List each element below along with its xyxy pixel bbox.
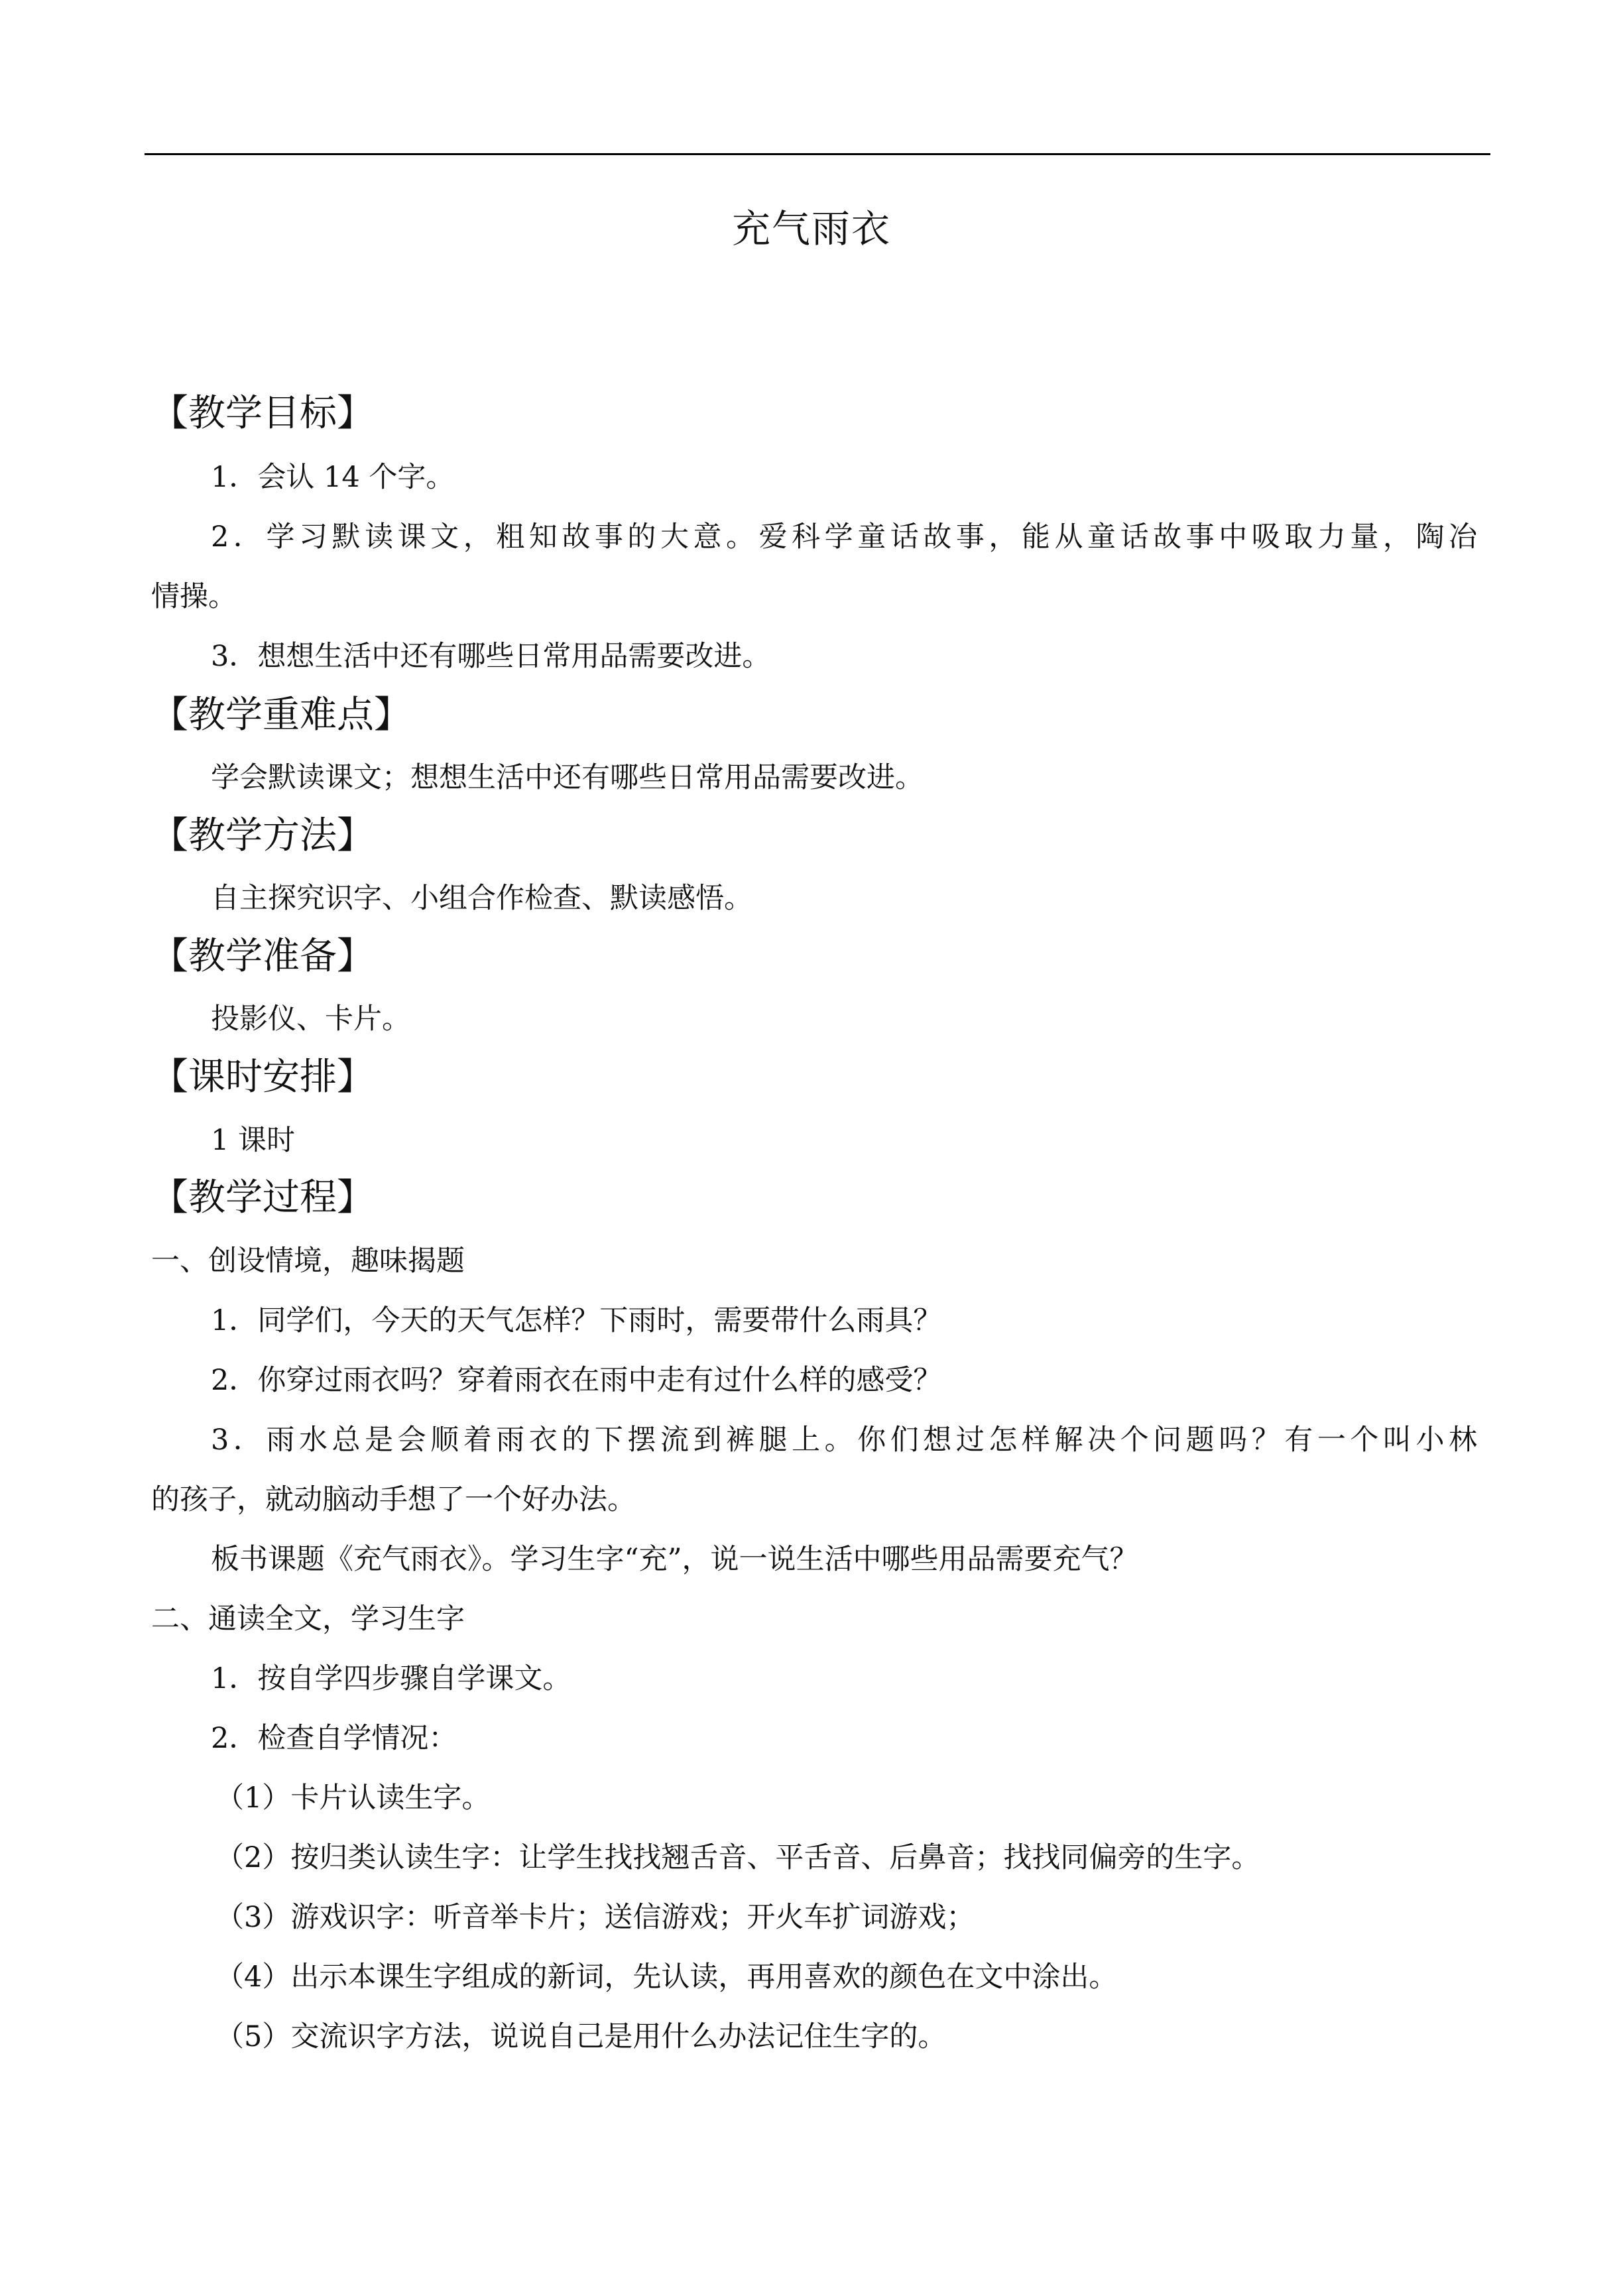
section-2-subitem-1: （1）卡片认读生字。 (215, 1782, 491, 1815)
schedule-text: 1 课时 (211, 1124, 296, 1157)
document-title: 充气雨衣 (731, 206, 891, 251)
header-rule (145, 153, 1490, 155)
section-1-blackboard: 板书课题《充气雨衣》。学习生字“充”，说一说生活中哪些用品需要充气？ (211, 1543, 1138, 1576)
goal-item-2: 2．学习默读课文，粗知故事的大意。爱科学童话故事，能从童话故事中吸取力量，陶冶 (211, 520, 1477, 554)
section-2-subitem-5: （5）交流识字方法，说说自己是用什么办法记住生字的。 (215, 2020, 947, 2053)
methods-text: 自主探究识字、小组合作检查、默读感悟。 (211, 882, 752, 915)
section-2-subitem-2: （2）按归类认读生字：让学生找找翘舌音、平舌音、后鼻音；找找同偏旁的生字。 (215, 1841, 1260, 1874)
section-2-item-2: 2．检查自学情况： (211, 1722, 457, 1755)
goal-item-2-cont: 情操。 (151, 580, 237, 613)
process-section-1-title: 一、创设情境，趣味揭题 (151, 1244, 465, 1278)
goal-item-1: 1．会认 14 个字。 (211, 461, 455, 494)
section-2-subitem-4: （4）出示本课生字组成的新词，先认读，再用喜欢的颜色在文中涂出。 (215, 1961, 1118, 1994)
section-2-subitem-3: （3）游戏识字：听音举卡片；送信游戏；开火车扩词游戏； (215, 1901, 975, 1934)
process-section-2-title: 二、通读全文，学习生字 (151, 1602, 465, 1636)
section-1-item-3-cont: 的孩子，就动脑动手想了一个好办法。 (151, 1483, 636, 1516)
goal-item-3: 3．想想生活中还有哪些日常用品需要改进。 (211, 640, 771, 673)
heading-preparation: 【教学准备】 (151, 935, 374, 978)
heading-process: 【教学过程】 (151, 1176, 374, 1219)
heading-goals: 【教学目标】 (151, 392, 374, 435)
heading-key-points: 【教学重难点】 (151, 694, 411, 737)
section-1-item-1: 1．同学们，今天的天气怎样？下雨时，需要带什么雨具？ (211, 1304, 942, 1337)
heading-schedule: 【课时安排】 (151, 1056, 374, 1099)
section-2-item-1: 1．按自学四步骤自学课文。 (211, 1662, 571, 1695)
heading-methods: 【教学方法】 (151, 814, 374, 857)
preparation-text: 投影仪、卡片。 (211, 1002, 410, 1036)
key-points-text: 学会默读课文；想想生活中还有哪些日常用品需要改进。 (211, 761, 924, 794)
section-1-item-2: 2．你穿过雨衣吗？穿着雨衣在雨中走有过什么样的感受？ (211, 1364, 942, 1397)
section-1-item-3: 3．雨水总是会顺着雨衣的下摆流到裤腿上。你们想过怎样解决个问题吗？有一个叫小林 (211, 1423, 1477, 1457)
